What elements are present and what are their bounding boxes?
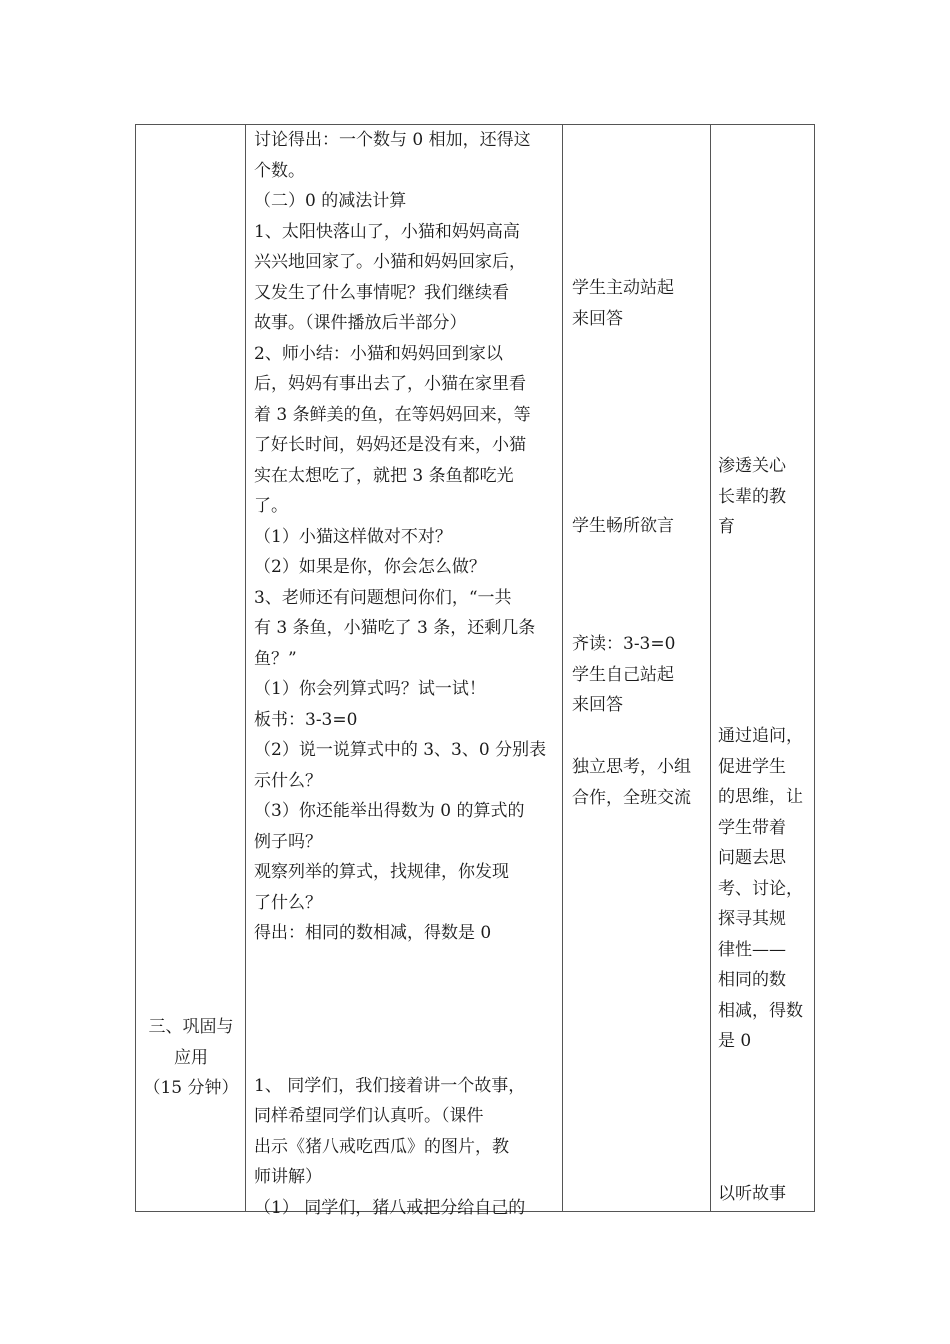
student-line: 学生畅所欲言: [572, 516, 674, 536]
design-intent-2: [718, 721, 810, 1057]
teacher-line: （3）你还能举出得数为 0 的算式的: [254, 801, 525, 821]
teacher-line: 讨论得出：一个数与 0 相加，还得这: [254, 130, 531, 150]
design-intent-3: [718, 1179, 810, 1210]
intent-line: 学生带着: [718, 817, 786, 838]
intent-line: 相减，得数: [718, 1000, 803, 1021]
teacher-line: 同样希望同学们认真听。（课件: [254, 1106, 484, 1126]
stage-label-line: （15 分钟）: [143, 1078, 239, 1098]
teacher-line: 实在太想吃了，就把 3 条鱼都吃光: [254, 465, 514, 486]
intent-line: 相同的数: [718, 970, 786, 990]
intent-line: 是 0: [718, 1031, 752, 1051]
intent-line: 育: [718, 517, 735, 537]
intent-line: 长辈的教: [718, 486, 786, 507]
teacher-line: 1、太阳快落山了，小猫和妈妈高高: [254, 221, 520, 242]
student-line: 学生主动站起: [572, 278, 674, 298]
teacher-line: 兴兴地回家了。小猫和妈妈回家后，: [254, 252, 526, 272]
teacher-line: 得出：相同的数相减，得数是 0: [254, 923, 492, 943]
teacher-line: 着 3 条鲜美的鱼，在等妈妈回来，等: [254, 404, 531, 425]
intent-line: 的思维，让: [718, 787, 803, 807]
teacher-line: 了好长时间，妈妈还是没有来，小猫: [254, 435, 526, 455]
stage-label-line: 三、巩固与: [148, 1017, 234, 1037]
teacher-line: 了什么？: [254, 892, 322, 913]
intent-line: 以听故事: [718, 1184, 786, 1204]
student-line: 齐读：3-3=0: [572, 634, 676, 654]
intent-line: 渗透关心: [718, 456, 786, 476]
lesson-plan-table: [135, 124, 815, 1218]
teacher-line: 3、老师还有问题想问你们，“一共: [254, 587, 512, 608]
teacher-line: 后，妈妈有事出去了，小猫在家里看: [254, 374, 526, 394]
teacher-activity-cell: [254, 125, 559, 1223]
intent-line: 通过追问，: [718, 726, 803, 746]
teacher-line: 板书：3-3=0: [254, 709, 358, 730]
design-intent-1: [718, 451, 810, 543]
intent-line: 问题去思: [718, 848, 786, 868]
teacher-line: （二）0 的减法计算: [254, 191, 407, 211]
student-activity-2: [572, 511, 712, 542]
teacher-line: （2）说一说算式中的 3、3、0 分别表: [254, 740, 547, 760]
teacher-line: 师讲解）: [254, 1167, 322, 1187]
intent-line: 促进学生: [718, 756, 786, 777]
student-activity-3: [572, 629, 712, 721]
teacher-line: 又发生了什么事情呢？我们继续看: [254, 282, 509, 303]
teacher-line: （2）如果是你，你会怎么做？: [254, 557, 486, 577]
teacher-line: [254, 949, 559, 980]
column-divider: [245, 125, 246, 1211]
teacher-line: [254, 1040, 559, 1071]
teacher-line: （1）你会列算式吗？试一试！: [254, 679, 486, 699]
teacher-line: 鱼？”: [254, 648, 297, 669]
teacher-line: 1、 同学们，我们接着讲一个故事，: [254, 1075, 526, 1096]
student-line: 合作，全班交流: [572, 787, 691, 808]
teacher-line: [254, 979, 559, 1010]
student-activity-4: [572, 752, 712, 813]
teacher-line: 故事。（课件播放后半部分）: [254, 313, 467, 333]
student-activity-1: [572, 273, 712, 334]
student-line: 学生自己站起: [572, 664, 674, 685]
column-divider: [562, 125, 563, 1211]
teacher-line: 有 3 条鱼，小猫吃了 3 条，还剩几条: [254, 618, 536, 638]
teacher-line: 个数。: [254, 160, 305, 181]
stage-cell: [137, 1012, 245, 1104]
student-line: 来回答: [572, 308, 623, 329]
teacher-line: 出示《猪八戒吃西瓜》的图片，教: [254, 1136, 509, 1157]
teacher-line: 2、师小结：小猫和妈妈回到家以: [254, 343, 503, 364]
teacher-line: [254, 1010, 559, 1041]
teacher-line: （1） 同学们，猪八戒把分给自己的: [254, 1197, 526, 1218]
teacher-line: 示什么？: [254, 770, 322, 791]
teacher-line: （1）小猫这样做对不对？: [254, 526, 452, 547]
stage-label-line: 应用: [174, 1047, 208, 1068]
intent-line: 律性——: [718, 939, 786, 960]
teacher-line: 了。: [254, 496, 288, 516]
student-line: 独立思考，小组: [572, 757, 691, 777]
teacher-line: 例子吗？: [254, 831, 322, 852]
intent-line: 探寻其规: [718, 909, 786, 929]
intent-line: 考、讨论，: [718, 878, 803, 899]
student-line: 来回答: [572, 695, 623, 715]
teacher-line: 观察列举的算式，找规律，你发现: [254, 862, 509, 882]
